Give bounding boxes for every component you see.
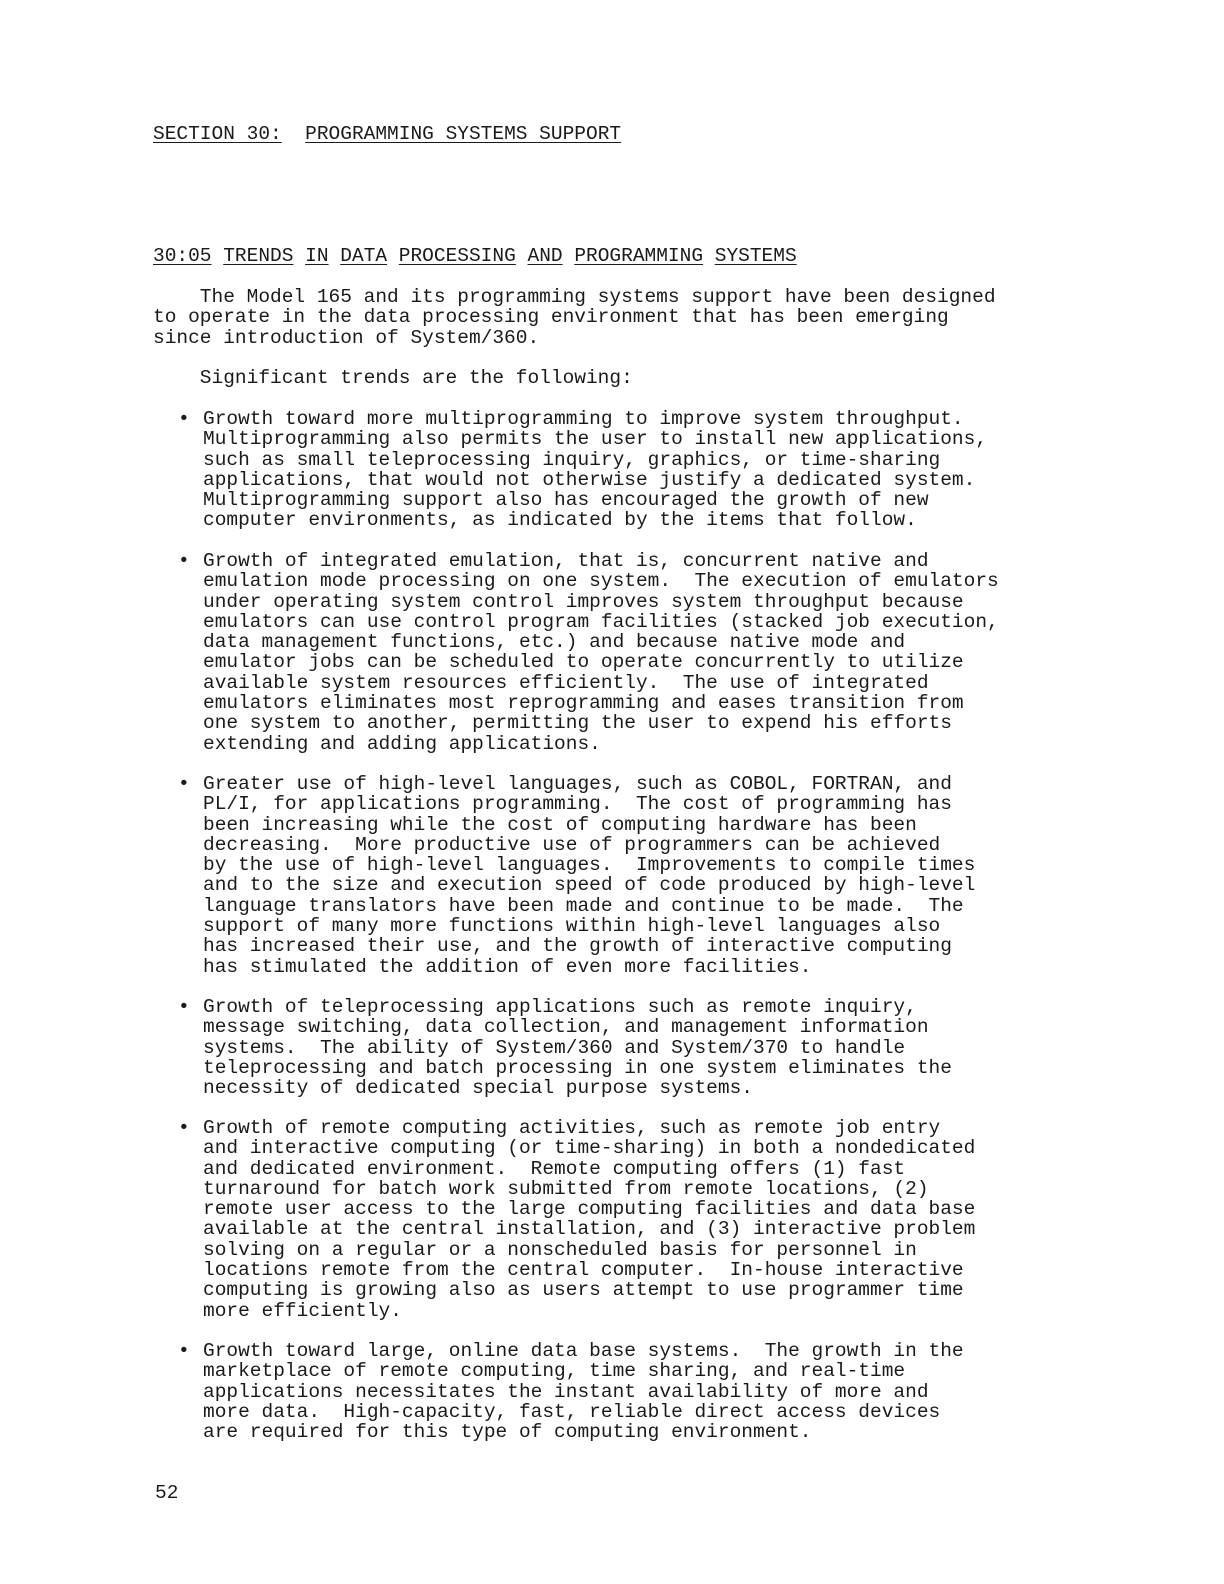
bullet-text: Growth of teleprocessing applications such as remote inquiry, message switching, data collection, and management information systems. The ability of System/360 and System/370 to handle teleprocessing and batch processing in one system eliminates the necessity of dedicated special purpose systems. — [203, 996, 952, 1100]
bullet-text: Growth of remote computing activities, such as remote job entry and interactive computing (or time-sharing) in both a nondedicated and dedicated environment. Remote computing offers (1) fast turnaround for batch work submitted from remote locations, (2) remote user access to the large computing facilities and data base available at the central installation, and (3) interactive problem solving on a regular or a nonscheduled basis for personnel in locations remote from the central computer. In-house interactive computing is growing also as users attempt to use programmer time more efficiently. — [203, 1117, 976, 1322]
subsection-title-word: IN — [305, 245, 329, 267]
subsection-title-word: AND — [527, 245, 563, 267]
section-title: PROGRAMMING SYSTEMS SUPPORT — [305, 123, 622, 145]
subsection-title-word: PROCESSING — [398, 245, 516, 267]
intro-lead-sentence: Significant trends are the following: — [153, 367, 633, 389]
bullet-text: Growth toward large, online data base systems. The growth in the marketplace of remote computing, time sharing, and real-time applications necessitates the instant availability of more and more data. High-capacity, fast, reliable direct access devices are required for this type of computing environment. — [203, 1340, 964, 1444]
bullet-text: Greater use of high-level languages, such as COBOL, FORTRAN, and PL/I, for applications programming. The cost of programming has been increasing while the cost of computing hardware has been decreasing. More productive use of programmers can be achieved by the use of high-level languages. Improvements to compile times and to the size and execution speed of code produced by high-level language translators have been made and continue to be made. The support of many more functions within high-level languages also has increased their use, and the growth of interactive computing has stimulated the addition of even more facilities. — [203, 773, 976, 978]
subsection-heading — [153, 244, 797, 268]
subsection-title-word: SYSTEMS — [714, 245, 797, 267]
intro-paragraph: The Model 165 and its programming systems support have been designed to operate in the data processing environment that has been emerging since introduction of System/360. — [153, 286, 996, 349]
bullet-icon: • — [178, 996, 190, 1018]
subsection-title-word: TRENDS — [223, 245, 294, 267]
bullet-icon: • — [178, 1340, 190, 1362]
subsection-title-word: PROGRAMMING — [574, 245, 704, 267]
section-prefix: SECTION 30: — [153, 123, 282, 145]
bullet-icon: • — [178, 1117, 190, 1139]
subsection-number: 30:05 — [153, 245, 212, 267]
bullet-icon: • — [178, 408, 190, 430]
section-heading — [153, 122, 621, 146]
bullet-icon: • — [178, 550, 190, 572]
bullet-icon: • — [178, 773, 190, 795]
bullet-text: Growth of integrated emulation, that is, concurrent native and emulation mode processing on one system. The execution of emulators under operating system control improves system throughput because emulators can use control program facilities (stacked job execution, data management functions, etc.) and because native mode and emulator jobs can be scheduled to operate concurrently to utilize available system resources efficiently. The use of integrated emulators eliminates most reprogramming and eases transition from one system to another, permitting the user to expend his efforts extending and adding applications. — [203, 550, 999, 755]
subsection-title-word: DATA — [340, 245, 388, 267]
bullet-text: Growth toward more multiprogramming to improve system throughput. Multiprogramming also permits the user to install new applications, such as small teleprocessing inquiry, graphics, or time-sharing applications, that would not otherwise justify a dedicated system. Multiprogramming support also has encouraged the growth of new computer environments, as indicated by the items that follow. — [203, 408, 988, 532]
page-number: 52 — [155, 1482, 179, 1504]
